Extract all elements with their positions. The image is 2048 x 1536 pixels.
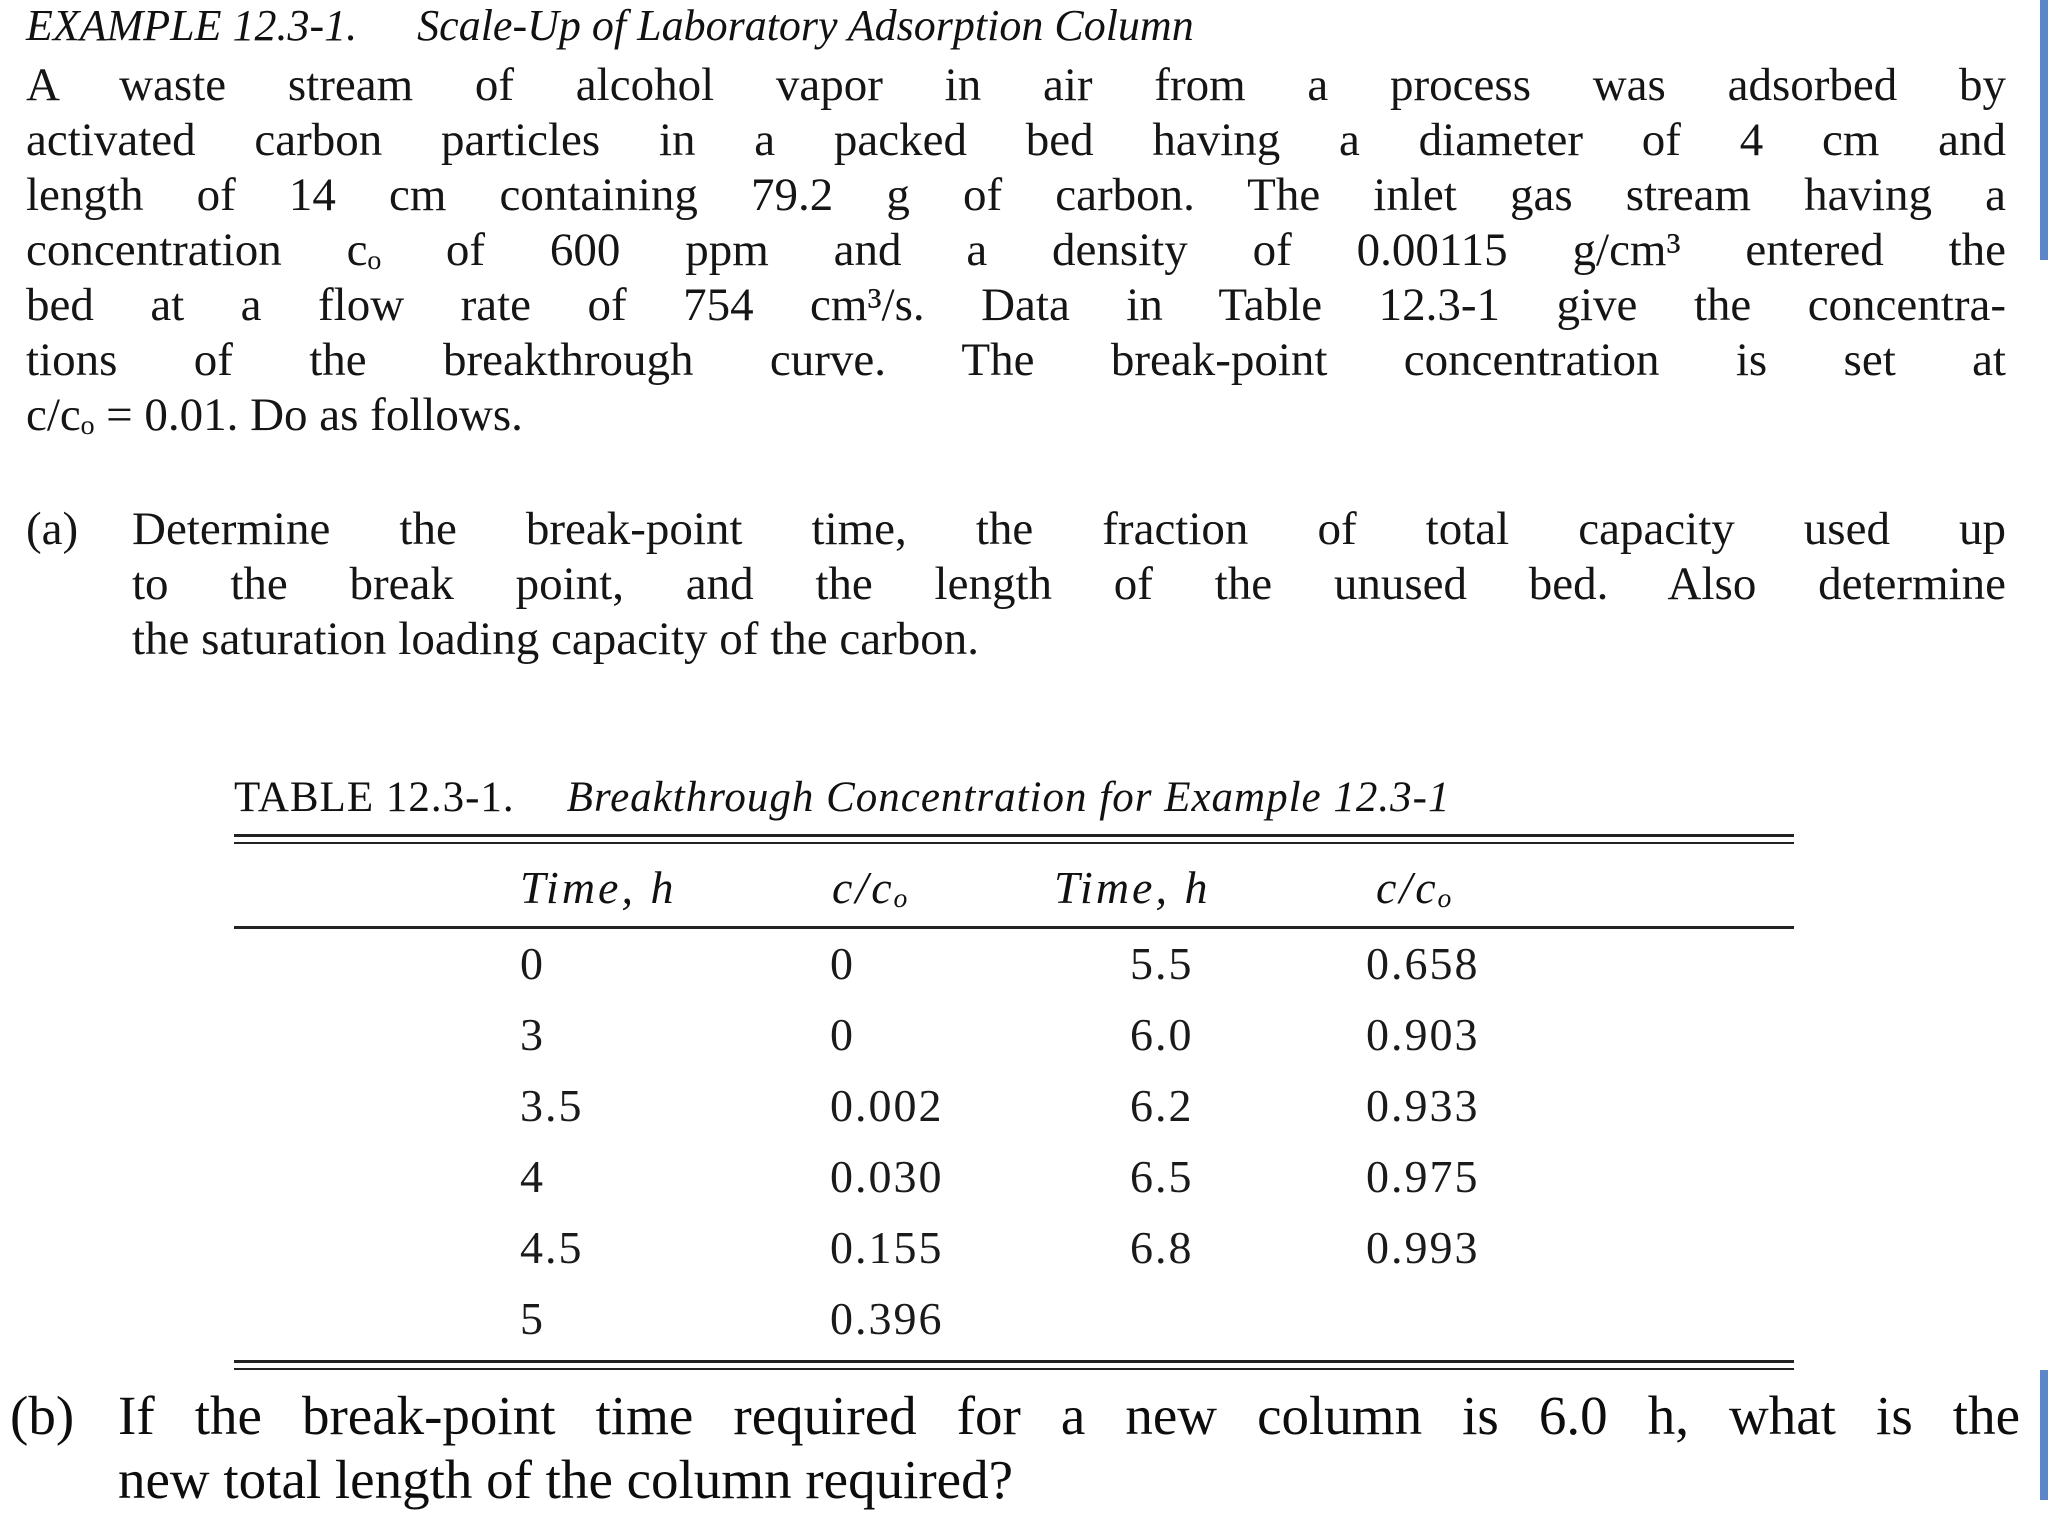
table-cell: 0 (830, 938, 855, 989)
table-cell: 0 (830, 1009, 855, 1060)
table-row (0, 1214, 2048, 1285)
table-row (0, 1072, 2048, 1143)
table-top-rule (234, 842, 1794, 844)
statement-line: tions of the breakthrough curve. The break-point concentration is set at (26, 334, 2006, 386)
part-a-label: (a) (26, 503, 79, 555)
table-header-rule (234, 926, 1794, 929)
table-body (0, 930, 2048, 1356)
table-cell: 0 (520, 938, 545, 989)
statement-line: A waste stream of alcohol vapor in air from a process was adsorbed by (26, 59, 2006, 111)
example-heading (26, 0, 2016, 52)
table-number: TABLE 12.3-1. (234, 774, 515, 821)
table-cell: 4.5 (520, 1222, 584, 1273)
table-cell: 6.5 (1130, 1151, 1194, 1202)
question-part-b (10, 1384, 2020, 1512)
statement-line: bed at a flow rate of 754 cm³/s. Data in Table 12.3-1 give the concentra- (26, 279, 2006, 331)
table-row (0, 1001, 2048, 1072)
part-a-line: to the break point, and the length of the unused bed. Also determine (132, 558, 2006, 610)
table-top-rule (234, 834, 1794, 837)
part-b-text: If the break-point time required for a new column is 6.0 h, what is the (118, 1385, 2020, 1446)
part-a-line: the saturation loading capacity of the carbon. (132, 613, 979, 665)
table-cell: 0.658 (1366, 938, 1480, 989)
table-cell: 0.002 (830, 1080, 944, 1131)
table-cell: 0.975 (1366, 1151, 1480, 1202)
part-b-line: new total length of the column required? (118, 1449, 1013, 1510)
table-bottom-rule (234, 1368, 1794, 1370)
table-cell: 5 (520, 1293, 545, 1344)
column-header: Time, h (1054, 862, 1211, 913)
example-number: EXAMPLE 12.3-1. (26, 1, 358, 50)
table-bottom-rule (234, 1360, 1794, 1363)
part-b-line (10, 1384, 2020, 1448)
table-cell: 0.030 (830, 1151, 944, 1202)
table-cell: 0.993 (1366, 1222, 1480, 1273)
question-part-a (26, 502, 2006, 667)
column-header: Time, h (520, 862, 677, 913)
table-cell: 3 (520, 1009, 545, 1060)
part-a-line (26, 502, 2006, 557)
table-row (0, 930, 2048, 1001)
table-caption (234, 772, 1794, 824)
page-edge-marker (2040, 0, 2048, 260)
column-header: c/cₒ (832, 862, 911, 913)
example-title: Scale-Up of Laboratory Adsorption Column (417, 1, 1194, 50)
statement-line: length of 14 cm containing 79.2 g of carbon. The inlet gas stream having a (26, 169, 2006, 221)
part-a-text: Determine the break-point time, the fraction of total capacity used up (132, 503, 2006, 555)
page-edge-marker (2040, 1370, 2048, 1500)
column-header: c/cₒ (1376, 862, 1455, 913)
table-cell: 0.155 (830, 1222, 944, 1273)
table-cell: 4 (520, 1151, 545, 1202)
table-cell: 6.8 (1130, 1222, 1194, 1273)
table-row (0, 1143, 2048, 1214)
table-cell: 0.933 (1366, 1080, 1480, 1131)
table-row (0, 1285, 2048, 1356)
table-title: Breakthrough Concentration for Example 12.3-1 (566, 774, 1451, 821)
statement-line: activated carbon particles in a packed bed having a diameter of 4 cm and (26, 114, 2006, 166)
table-cell: 0.903 (1366, 1009, 1480, 1060)
table-cell: 5.5 (1130, 938, 1194, 989)
table-cell: 6.2 (1130, 1080, 1194, 1131)
table-cell: 6.0 (1130, 1009, 1194, 1060)
table-cell: 0.396 (830, 1293, 944, 1344)
table-cell: 3.5 (520, 1080, 584, 1131)
problem-statement (26, 58, 2006, 443)
part-b-label: (b) (10, 1385, 75, 1446)
statement-line: concentration cₒ of 600 ppm and a density of 0.00115 g/cm³ entered the (26, 224, 2006, 276)
statement-line: c/cₒ = 0.01. Do as follows. (26, 389, 523, 441)
